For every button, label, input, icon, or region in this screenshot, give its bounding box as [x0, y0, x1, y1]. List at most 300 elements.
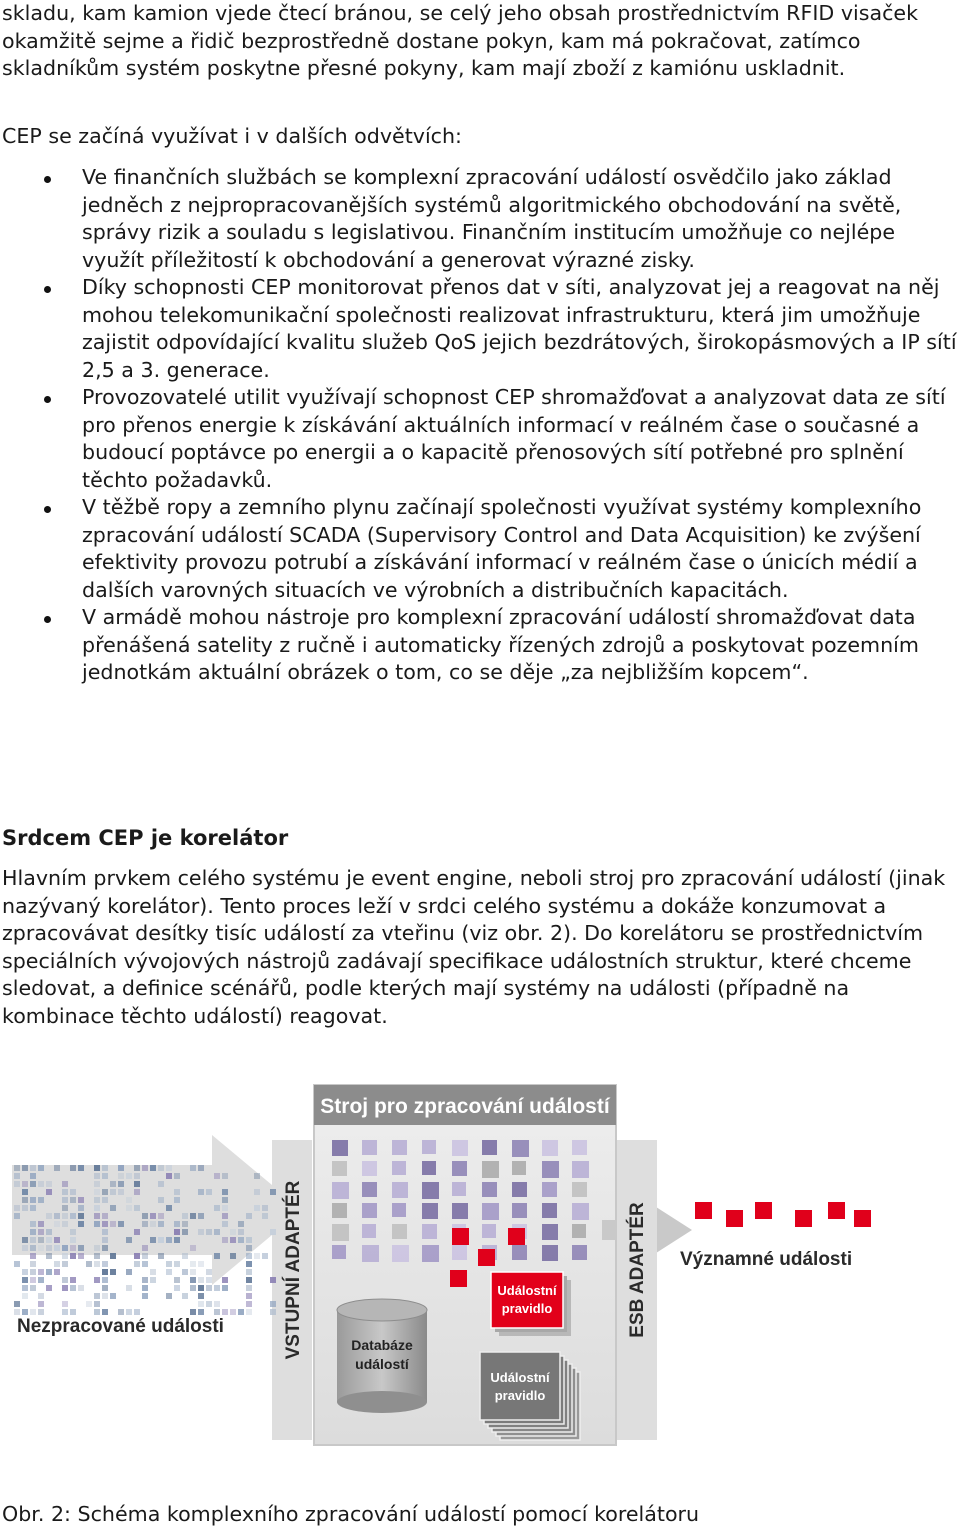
- event-square: [332, 1182, 349, 1199]
- event-square: [78, 1253, 84, 1259]
- bullet-dot-icon: [44, 616, 51, 623]
- event-square: [262, 1213, 268, 1219]
- event-square: [30, 1253, 36, 1259]
- event-square: [142, 1285, 148, 1291]
- event-square: [222, 1189, 228, 1195]
- event-square: [54, 1221, 60, 1227]
- event-square: [482, 1161, 499, 1178]
- event-square: [422, 1224, 437, 1239]
- event-square: [134, 1309, 140, 1315]
- event-square: [198, 1213, 204, 1219]
- section-heading: Srdcem CEP je korelátor: [2, 826, 289, 850]
- event-square: [142, 1165, 148, 1171]
- rules-stack: [480, 1352, 580, 1440]
- event-square: [214, 1205, 220, 1211]
- event-square: [262, 1253, 268, 1259]
- event-square: [270, 1189, 276, 1195]
- event-square: [46, 1237, 52, 1243]
- output-adapter-label: ESB ADAPTÉR: [627, 1202, 648, 1338]
- event-square: [198, 1309, 204, 1315]
- event-square: [238, 1229, 244, 1235]
- event-square: [222, 1173, 228, 1179]
- event-square: [134, 1189, 140, 1195]
- event-square: [102, 1269, 108, 1275]
- event-square: [14, 1165, 20, 1171]
- event-square: [102, 1165, 108, 1171]
- event-square: [78, 1165, 84, 1171]
- event-square: [332, 1245, 346, 1259]
- event-square: [190, 1309, 196, 1315]
- event-square: [158, 1221, 164, 1227]
- event-square: [362, 1224, 376, 1238]
- event-square: [38, 1309, 44, 1315]
- event-square: [206, 1229, 212, 1235]
- event-square: [94, 1165, 100, 1171]
- event-square: [478, 1249, 495, 1266]
- event-square: [422, 1140, 436, 1154]
- event-square: [78, 1245, 84, 1251]
- event-square: [54, 1261, 60, 1267]
- event-square: [118, 1181, 124, 1187]
- event-square: [102, 1221, 108, 1227]
- event-square: [142, 1261, 148, 1267]
- event-square: [46, 1285, 52, 1291]
- event-square: [182, 1221, 188, 1227]
- correlator-paragraph: Hlavním prvkem celého systému je event engine, neboli stroj pro zpracování událostí (jinak nazývaný korelátor). Tento proces leží v srdci celého systému a dokáže konzumovat a zpracovávat desítky tisíc událostí za vteřinu (viz obr. 2). Do korelátoru se prostřednictvím speciálních vývojových nástrojů zadávají specifikace událostních struktur, které chceme sledovat, a definice scénářů, podle kterých mají systémy na události (případně na kombinace těchto událostí) reagovat.: [2, 866, 946, 1028]
- event-square: [174, 1277, 180, 1283]
- event-square: [572, 1182, 587, 1197]
- event-square: [190, 1213, 196, 1219]
- event-square: [46, 1253, 52, 1259]
- event-square: [38, 1237, 44, 1243]
- event-square: [158, 1165, 164, 1171]
- event-square: [190, 1245, 196, 1251]
- event-square: [854, 1210, 871, 1227]
- event-square: [246, 1301, 252, 1307]
- event-square: [362, 1182, 377, 1197]
- event-square: [206, 1301, 212, 1307]
- event-square: [182, 1293, 188, 1299]
- event-square: [78, 1197, 84, 1203]
- event-square: [392, 1140, 407, 1155]
- event-square: [198, 1261, 204, 1267]
- event-square: [118, 1173, 124, 1179]
- event-square: [110, 1221, 116, 1227]
- event-square: [142, 1253, 148, 1259]
- event-square: [422, 1245, 439, 1262]
- event-square: [62, 1205, 68, 1211]
- event-square: [246, 1213, 252, 1219]
- event-square: [392, 1245, 409, 1262]
- event-square: [150, 1277, 156, 1283]
- event-square: [422, 1161, 436, 1175]
- event-square: [86, 1261, 92, 1267]
- event-square: [150, 1269, 156, 1275]
- event-square: [126, 1285, 132, 1291]
- event-square: [174, 1197, 180, 1203]
- event-square: [118, 1221, 124, 1227]
- event-square: [254, 1189, 260, 1195]
- event-square: [70, 1237, 76, 1243]
- event-square: [30, 1181, 36, 1187]
- event-square: [238, 1221, 244, 1227]
- event-square: [222, 1277, 228, 1283]
- event-square: [110, 1293, 116, 1299]
- event-square: [94, 1205, 100, 1211]
- event-square: [62, 1245, 68, 1251]
- event-square: [94, 1181, 100, 1187]
- event-square: [512, 1182, 527, 1197]
- event-square: [38, 1221, 44, 1227]
- event-square: [270, 1277, 276, 1283]
- event-square: [126, 1309, 132, 1315]
- event-square: [482, 1224, 496, 1238]
- list-item: [2, 274, 958, 384]
- list-item: [2, 494, 958, 604]
- event-square: [222, 1285, 228, 1291]
- event-square: [70, 1253, 76, 1259]
- event-square: [542, 1140, 558, 1156]
- event-square: [94, 1261, 100, 1267]
- event-square: [46, 1229, 52, 1235]
- event-square: [198, 1301, 204, 1307]
- event-square: [62, 1285, 68, 1291]
- event-square: [158, 1237, 164, 1243]
- event-square: [102, 1197, 108, 1203]
- event-square: [38, 1197, 44, 1203]
- event-square: [542, 1161, 559, 1178]
- event-square: [222, 1205, 228, 1211]
- event-square: [38, 1277, 44, 1283]
- event-square: [332, 1224, 349, 1241]
- event-square: [142, 1277, 148, 1283]
- event-square: [508, 1228, 525, 1245]
- event-square: [174, 1285, 180, 1291]
- event-square: [22, 1277, 28, 1283]
- event-square: [70, 1277, 76, 1283]
- event-square: [22, 1245, 28, 1251]
- event-square: [150, 1165, 156, 1171]
- event-square: [14, 1301, 20, 1307]
- event-square: [62, 1181, 68, 1187]
- event-square: [158, 1197, 164, 1203]
- event-square: [190, 1285, 196, 1291]
- database-label-line1: Databáze: [351, 1337, 413, 1353]
- event-square: [182, 1253, 188, 1259]
- event-square: [214, 1309, 220, 1315]
- event-square: [246, 1309, 252, 1315]
- event-square: [30, 1285, 36, 1291]
- event-square: [62, 1309, 68, 1315]
- list-item-text: V těžbě ropy a zemního plynu začínají společnosti využívat systémy komplexního zpracování událostí SCADA (Supervisory Control and Data Acquisition) ke zvýšení efektivity provozu potrubí a získávání informací v reálném čase o únicích médií a dalších varovných situacích ve výrobních a distribučních kapacitách.: [82, 495, 922, 602]
- engine-title: Stroj pro zpracování událostí: [320, 1095, 610, 1118]
- event-square: [198, 1229, 204, 1235]
- event-square: [166, 1237, 172, 1243]
- event-square: [70, 1197, 76, 1203]
- event-square: [54, 1213, 60, 1219]
- event-square: [166, 1261, 172, 1267]
- event-square: [102, 1229, 108, 1235]
- event-square: [174, 1229, 180, 1235]
- event-square: [30, 1229, 36, 1235]
- event-square: [198, 1277, 204, 1283]
- event-square: [86, 1301, 92, 1307]
- event-square: [190, 1261, 196, 1267]
- event-square: [222, 1221, 228, 1227]
- event-square: [362, 1140, 377, 1155]
- event-square: [452, 1245, 467, 1260]
- event-square: [78, 1205, 84, 1211]
- event-square: [158, 1213, 164, 1219]
- event-square: [118, 1189, 124, 1195]
- event-square: [174, 1221, 180, 1227]
- event-square: [332, 1161, 347, 1176]
- event-square: [542, 1203, 557, 1218]
- sectors-list: [2, 164, 958, 687]
- event-square: [198, 1189, 204, 1195]
- event-square: [22, 1181, 28, 1187]
- event-square: [482, 1182, 497, 1197]
- event-square: [102, 1173, 108, 1179]
- list-item-text: Ve finančních službách se komplexní zpracování událostí osvědčilo jako základ jedněch z nejpropracovanějších systémů algoritmického obchodování na světě, správy rizik a souladu s legislativou. Finančním institucím umožňuje co nejlépe využít příležitostí k obchodování a generovat výrazné zisky.: [82, 165, 902, 272]
- event-square: [450, 1270, 467, 1287]
- event-square: [14, 1181, 20, 1187]
- event-square: [174, 1261, 180, 1267]
- event-square: [30, 1197, 36, 1203]
- event-square: [332, 1203, 347, 1218]
- event-square: [332, 1140, 348, 1156]
- event-square: [70, 1309, 76, 1315]
- active-rule-label-line1: Událostní: [497, 1283, 557, 1298]
- event-square: [482, 1140, 497, 1155]
- event-square: [452, 1203, 468, 1219]
- event-square: [392, 1203, 406, 1217]
- figure-caption: Obr. 2: Schéma komplexního zpracování událostí pomocí korelátoru: [2, 1502, 700, 1526]
- event-square: [238, 1237, 244, 1243]
- event-square: [206, 1269, 212, 1275]
- event-square: [62, 1221, 68, 1227]
- list-item-text: Díky schopnosti CEP monitorovat přenos dat v síti, analyzovat jej a reagovat na něj mohou telekomunikační společnosti realizovat infrastrukturu, která jim umožňuje zajistit odpovídající kvalitu služeb QoS jejich bezdrátových, širokopásmových a IP sítí 2,5 a 3. generace.: [82, 275, 957, 382]
- event-square: [46, 1213, 52, 1219]
- event-square: [174, 1189, 180, 1195]
- event-square: [166, 1173, 172, 1179]
- event-square: [246, 1261, 252, 1267]
- event-square: [246, 1245, 252, 1251]
- event-square: [22, 1165, 28, 1171]
- event-square: [270, 1309, 276, 1315]
- bullet-dot-icon: [44, 506, 51, 513]
- event-square: [270, 1229, 276, 1235]
- event-square: [214, 1229, 220, 1235]
- event-square: [362, 1161, 377, 1176]
- event-square: [110, 1205, 116, 1211]
- event-square: [30, 1269, 36, 1275]
- event-square: [214, 1173, 220, 1179]
- event-square: [134, 1181, 140, 1187]
- event-square: [222, 1213, 228, 1219]
- event-square: [174, 1237, 180, 1243]
- event-square: [572, 1245, 587, 1260]
- event-square: [94, 1221, 100, 1227]
- event-square: [198, 1165, 204, 1171]
- event-square: [134, 1261, 140, 1267]
- event-square: [22, 1237, 28, 1243]
- event-square: [94, 1309, 100, 1315]
- event-square: [30, 1309, 36, 1315]
- event-square: [214, 1285, 220, 1291]
- event-square: [512, 1161, 526, 1175]
- event-square: [214, 1301, 220, 1307]
- event-square: [38, 1293, 44, 1299]
- event-square: [126, 1197, 132, 1203]
- event-square: [230, 1229, 236, 1235]
- event-square: [94, 1293, 100, 1299]
- event-square: [150, 1221, 156, 1227]
- list-item: [2, 164, 958, 274]
- list-item-text: V armádě mohou nástroje pro komplexní zpracování událostí shromažďovat data přenášená satelity z ručně i automaticky řízených zdrojů a poskytovat pozemním jednotkám aktuální obrázek o tom, co se děje „za nejbližším kopcem“.: [82, 605, 919, 684]
- event-square: [22, 1269, 28, 1275]
- active-rule-label-line2: pravidlo: [501, 1301, 553, 1316]
- event-square: [30, 1205, 36, 1211]
- bullet-dot-icon: [44, 396, 51, 403]
- event-square: [150, 1213, 156, 1219]
- event-square: [230, 1253, 236, 1259]
- event-square: [126, 1173, 132, 1179]
- event-square: [62, 1253, 68, 1259]
- event-square: [30, 1237, 36, 1243]
- event-square: [38, 1229, 44, 1235]
- event-square: [102, 1309, 108, 1315]
- event-square: [30, 1173, 36, 1179]
- event-square: [70, 1285, 76, 1291]
- event-square: [142, 1245, 148, 1251]
- event-square: [166, 1293, 172, 1299]
- event-square: [542, 1182, 557, 1197]
- event-square: [126, 1237, 132, 1243]
- event-square: [452, 1140, 468, 1156]
- event-square: [452, 1228, 469, 1245]
- event-square: [142, 1221, 148, 1227]
- event-square: [94, 1301, 100, 1307]
- event-square: [166, 1269, 172, 1275]
- event-square: [78, 1221, 84, 1227]
- event-square: [102, 1237, 108, 1243]
- event-square: [118, 1309, 124, 1315]
- event-square: [190, 1277, 196, 1283]
- event-square: [150, 1237, 156, 1243]
- event-square: [542, 1224, 558, 1240]
- event-square: [572, 1161, 589, 1178]
- event-square: [30, 1165, 36, 1171]
- event-square: [828, 1202, 845, 1219]
- event-square: [38, 1301, 44, 1307]
- event-square: [238, 1309, 244, 1315]
- event-square: [54, 1165, 60, 1171]
- event-square: [142, 1293, 148, 1299]
- event-square: [246, 1253, 252, 1259]
- event-square: [126, 1205, 132, 1211]
- event-square: [22, 1205, 28, 1211]
- event-square: [254, 1253, 260, 1259]
- event-square: [94, 1277, 100, 1283]
- event-square: [94, 1245, 100, 1251]
- event-square: [46, 1269, 52, 1275]
- event-square: [246, 1277, 252, 1283]
- event-square: [452, 1182, 466, 1196]
- event-square: [254, 1173, 260, 1179]
- event-square: [206, 1189, 212, 1195]
- event-square: [482, 1203, 499, 1220]
- event-square: [46, 1189, 52, 1195]
- event-square: [254, 1205, 260, 1211]
- event-square: [110, 1181, 116, 1187]
- event-square: [62, 1277, 68, 1283]
- event-square: [102, 1213, 108, 1219]
- event-square: [392, 1224, 407, 1239]
- event-square: [246, 1269, 252, 1275]
- database-cylinder: [337, 1299, 427, 1413]
- event-square: [512, 1140, 529, 1157]
- bullet-dot-icon: [44, 176, 51, 183]
- event-square: [572, 1140, 587, 1155]
- event-square: [542, 1245, 558, 1261]
- list-item: [2, 604, 958, 687]
- event-square: [70, 1213, 76, 1219]
- event-square: [158, 1181, 164, 1187]
- event-square: [14, 1309, 20, 1315]
- event-square: [190, 1165, 196, 1171]
- event-square: [14, 1205, 20, 1211]
- event-square: [572, 1224, 586, 1238]
- cep-diagram-figure: [2, 1080, 882, 1450]
- event-square: [182, 1269, 188, 1275]
- event-square: [246, 1293, 252, 1299]
- event-square: [14, 1261, 20, 1267]
- event-square: [102, 1261, 108, 1267]
- event-square: [262, 1205, 268, 1211]
- event-square: [54, 1245, 60, 1251]
- event-square: [392, 1161, 406, 1175]
- raw-events-label: Nezpracované události: [17, 1316, 224, 1337]
- event-square: [62, 1213, 68, 1219]
- event-square: [755, 1202, 772, 1219]
- event-square: [30, 1245, 36, 1251]
- event-square: [22, 1293, 28, 1299]
- event-square: [134, 1165, 140, 1171]
- bullet-dot-icon: [44, 286, 51, 293]
- event-square: [246, 1237, 252, 1243]
- event-square: [362, 1203, 377, 1218]
- event-square: [94, 1253, 100, 1259]
- event-square: [30, 1261, 36, 1267]
- event-square: [198, 1293, 204, 1299]
- event-square: [94, 1189, 100, 1195]
- rules-stack-label-line2: pravidlo: [494, 1388, 546, 1403]
- event-square: [94, 1197, 100, 1203]
- event-square: [22, 1197, 28, 1203]
- event-square: [270, 1301, 276, 1307]
- list-item: [2, 384, 958, 494]
- active-rule: [491, 1272, 571, 1336]
- event-square: [246, 1285, 252, 1291]
- database-label-line2: událostí: [355, 1356, 409, 1372]
- event-square: [695, 1202, 712, 1219]
- event-square: [362, 1245, 379, 1262]
- event-square: [512, 1245, 527, 1260]
- event-square: [198, 1285, 204, 1291]
- event-square: [70, 1165, 76, 1171]
- event-square: [158, 1253, 164, 1259]
